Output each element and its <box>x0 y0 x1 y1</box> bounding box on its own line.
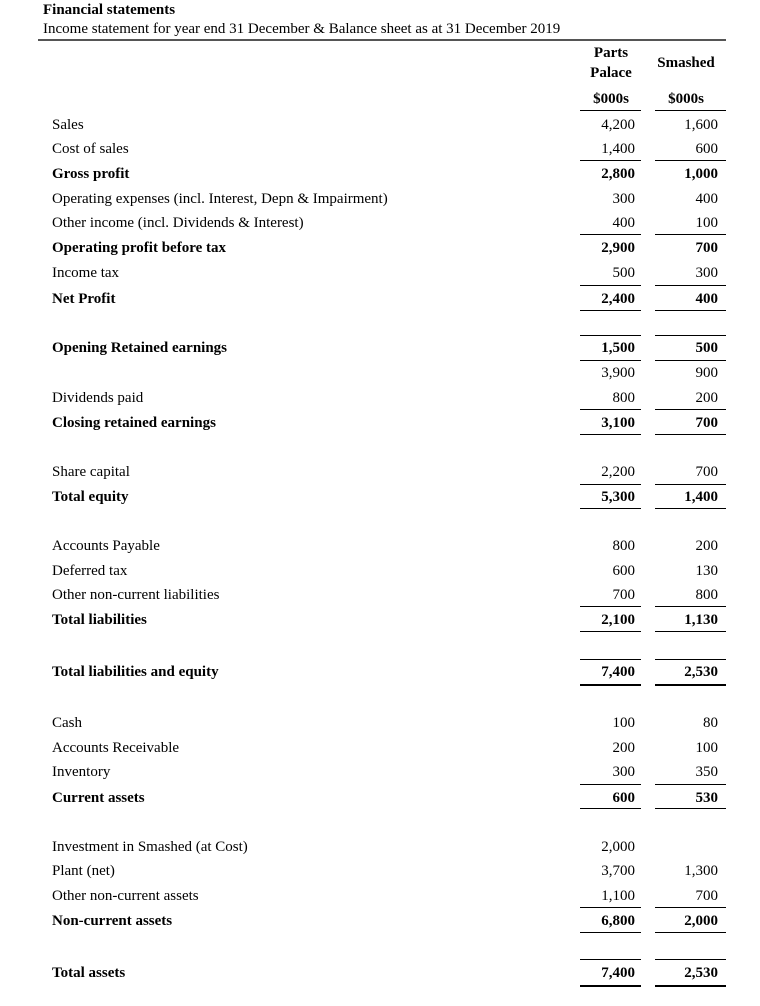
total-rule <box>655 985 726 987</box>
row-label: Plant (net) <box>52 863 115 879</box>
value-parts-palace: 1,500 <box>601 340 635 356</box>
row-accounts-payable <box>0 536 760 558</box>
value-parts-palace: 500 <box>612 265 635 281</box>
value-smashed: 600 <box>695 141 718 157</box>
value-smashed: 100 <box>695 740 718 756</box>
subtotal-rule <box>655 160 726 161</box>
subtotal-rule <box>655 360 726 361</box>
subtotal-rule <box>580 285 641 286</box>
value-smashed: 130 <box>695 563 718 579</box>
subtotal-rule <box>580 409 641 410</box>
value-parts-palace: 2,200 <box>601 464 635 480</box>
row-label: Other non-current liabilities <box>52 587 220 603</box>
row-accounts-receivable <box>0 738 760 760</box>
value-parts-palace: 2,000 <box>601 839 635 855</box>
value-smashed: 1,300 <box>684 863 718 879</box>
row-gross-profit <box>0 164 760 186</box>
value-smashed: 2,530 <box>684 965 718 981</box>
value-parts-palace: 800 <box>612 390 635 406</box>
value-smashed: 200 <box>695 538 718 554</box>
value-parts-palace: 300 <box>612 191 635 207</box>
total-rule <box>580 808 641 809</box>
value-parts-palace: 2,100 <box>601 612 635 628</box>
value-parts-palace: 3,100 <box>601 415 635 431</box>
subtotal-rule <box>580 606 641 607</box>
subtotal-rule <box>655 409 726 410</box>
value-parts-palace: 200 <box>612 740 635 756</box>
subtotal-rule <box>580 360 641 361</box>
total-rule <box>580 508 641 509</box>
value-parts-palace: 1,400 <box>601 141 635 157</box>
value-parts-palace: 600 <box>612 563 635 579</box>
header-underline <box>655 110 726 111</box>
value-parts-palace: 3,900 <box>601 365 635 381</box>
row-label: Sales <box>52 117 84 133</box>
row-total-liabilities <box>0 610 760 632</box>
value-smashed: 2,530 <box>684 664 718 680</box>
value-smashed: 700 <box>695 415 718 431</box>
value-parts-palace: 4,200 <box>601 117 635 133</box>
row-label: Investment in Smashed (at Cost) <box>52 839 248 855</box>
total-rule <box>655 659 726 660</box>
row-closing-retained-earnings <box>0 413 760 435</box>
value-parts-palace: 3,700 <box>601 863 635 879</box>
unit-label-smashed: $000s <box>668 91 704 107</box>
row-operating-profit-before-tax <box>0 238 760 260</box>
value-smashed: 800 <box>695 587 718 603</box>
row-plant-net <box>0 861 760 883</box>
total-rule <box>655 959 726 960</box>
subtotal-rule <box>655 335 726 336</box>
total-rule <box>580 985 641 987</box>
total-rule <box>580 310 641 311</box>
row-total-equity <box>0 487 760 509</box>
value-smashed: 2,000 <box>684 913 718 929</box>
value-parts-palace: 6,800 <box>601 913 635 929</box>
value-parts-palace: 300 <box>612 764 635 780</box>
row-total-assets <box>0 963 760 985</box>
value-smashed: 100 <box>695 215 718 231</box>
subtotal-rule <box>655 285 726 286</box>
value-smashed: 200 <box>695 390 718 406</box>
value-parts-palace: 1,100 <box>601 888 635 904</box>
subtotal-rule <box>655 234 726 235</box>
row-label: Cost of sales <box>52 141 129 157</box>
row-label: Operating profit before tax <box>52 240 227 256</box>
total-rule <box>655 684 726 686</box>
value-smashed: 1,600 <box>684 117 718 133</box>
total-rule <box>655 508 726 509</box>
row-label: Dividends paid <box>52 390 144 406</box>
row-label: Other non-current assets <box>52 888 199 904</box>
total-rule <box>580 631 641 632</box>
value-parts-palace: 100 <box>612 715 635 731</box>
row-label: Current assets <box>52 790 145 806</box>
value-smashed: 400 <box>695 191 718 207</box>
row-subtotal <box>0 363 760 385</box>
subtotal-rule <box>580 907 641 908</box>
subtotal-rule <box>580 160 641 161</box>
total-rule <box>655 434 726 435</box>
value-smashed: 700 <box>695 240 718 256</box>
value-smashed: 80 <box>703 715 718 731</box>
row-label: Accounts Payable <box>52 538 160 554</box>
row-dividends-paid <box>0 388 760 410</box>
subtotal-rule <box>580 234 641 235</box>
row-other-income <box>0 213 760 235</box>
subtotal-rule <box>655 907 726 908</box>
value-smashed: 700 <box>695 888 718 904</box>
total-rule <box>655 310 726 311</box>
value-parts-palace: 600 <box>612 790 635 806</box>
row-operating-expenses <box>0 189 760 211</box>
value-parts-palace: 2,900 <box>601 240 635 256</box>
row-label: Share capital <box>52 464 130 480</box>
row-income-tax <box>0 263 760 285</box>
row-label: Total liabilities and equity <box>52 664 219 680</box>
value-parts-palace: 7,400 <box>601 664 635 680</box>
row-share-capital <box>0 462 760 484</box>
row-label: Total assets <box>52 965 126 981</box>
value-smashed: 530 <box>695 790 718 806</box>
value-parts-palace: 400 <box>612 215 635 231</box>
value-parts-palace: 700 <box>612 587 635 603</box>
row-label: Closing retained earnings <box>52 415 216 431</box>
row-label: Deferred tax <box>52 563 128 579</box>
value-smashed: 1,400 <box>684 489 718 505</box>
subtotal-rule <box>580 784 641 785</box>
row-sales <box>0 115 760 137</box>
row-non-current-assets <box>0 911 760 933</box>
value-smashed: 1,000 <box>684 166 718 182</box>
row-label: Total liabilities <box>52 612 147 628</box>
value-parts-palace: 800 <box>612 538 635 554</box>
total-rule <box>580 932 641 933</box>
value-parts-palace: 5,300 <box>601 489 635 505</box>
value-smashed: 500 <box>695 340 718 356</box>
row-label: Inventory <box>52 764 111 780</box>
value-smashed: 300 <box>695 265 718 281</box>
row-label: Accounts Receivable <box>52 740 180 756</box>
subtotal-rule <box>655 484 726 485</box>
value-smashed: 400 <box>695 291 718 307</box>
total-rule <box>655 631 726 632</box>
document-subtitle: Income statement for year end 31 December & Balance sheet as at 31 December 2019 <box>43 21 561 37</box>
total-rule <box>580 659 641 660</box>
value-smashed: 1,130 <box>684 612 718 628</box>
value-parts-palace: 7,400 <box>601 965 635 981</box>
row-label: Other income (incl. Dividends & Interest) <box>52 215 304 231</box>
row-cash <box>0 713 760 735</box>
value-parts-palace: 2,800 <box>601 166 635 182</box>
subtotal-rule <box>655 784 726 785</box>
value-parts-palace: 2,400 <box>601 291 635 307</box>
row-other-non-current-liabilities <box>0 585 760 607</box>
total-rule <box>655 932 726 933</box>
total-rule <box>580 959 641 960</box>
row-label: Non-current assets <box>52 913 173 929</box>
row-cost-of-sales <box>0 139 760 161</box>
row-opening-retained-earnings <box>0 338 760 360</box>
row-total-liabilities-and-equity <box>0 662 760 684</box>
row-current-assets <box>0 788 760 810</box>
document-title: Financial statements <box>43 2 176 18</box>
row-label: Net Profit <box>52 291 116 307</box>
value-smashed: 350 <box>695 764 718 780</box>
row-label: Gross profit <box>52 166 130 182</box>
header-underline <box>580 110 641 111</box>
unit-label-parts-palace: $000s <box>593 91 629 107</box>
row-deferred-tax <box>0 561 760 583</box>
row-label: Opening Retained earnings <box>52 340 228 356</box>
row-inventory <box>0 762 760 784</box>
row-net-profit <box>0 289 760 311</box>
column-header-parts-palace-line2: Palace <box>590 65 632 81</box>
subtotal-rule <box>655 606 726 607</box>
column-header-smashed: Smashed <box>657 55 715 71</box>
top-rule <box>38 39 726 41</box>
row-investment-in-smashed <box>0 837 760 859</box>
subtotal-rule <box>580 484 641 485</box>
total-rule <box>580 684 641 686</box>
row-label: Total equity <box>52 489 129 505</box>
value-smashed: 900 <box>695 365 718 381</box>
column-header-parts-palace-line1: Parts <box>593 45 629 61</box>
row-label: Operating expenses (incl. Interest, Depn & Impairment) <box>52 191 388 207</box>
row-label: Cash <box>52 715 82 731</box>
row-label: Income tax <box>52 265 120 281</box>
column-header-parts-palace <box>580 43 642 83</box>
total-rule <box>580 434 641 435</box>
value-smashed: 700 <box>695 464 718 480</box>
row-other-non-current-assets <box>0 886 760 908</box>
subtotal-rule <box>580 335 641 336</box>
total-rule <box>655 808 726 809</box>
